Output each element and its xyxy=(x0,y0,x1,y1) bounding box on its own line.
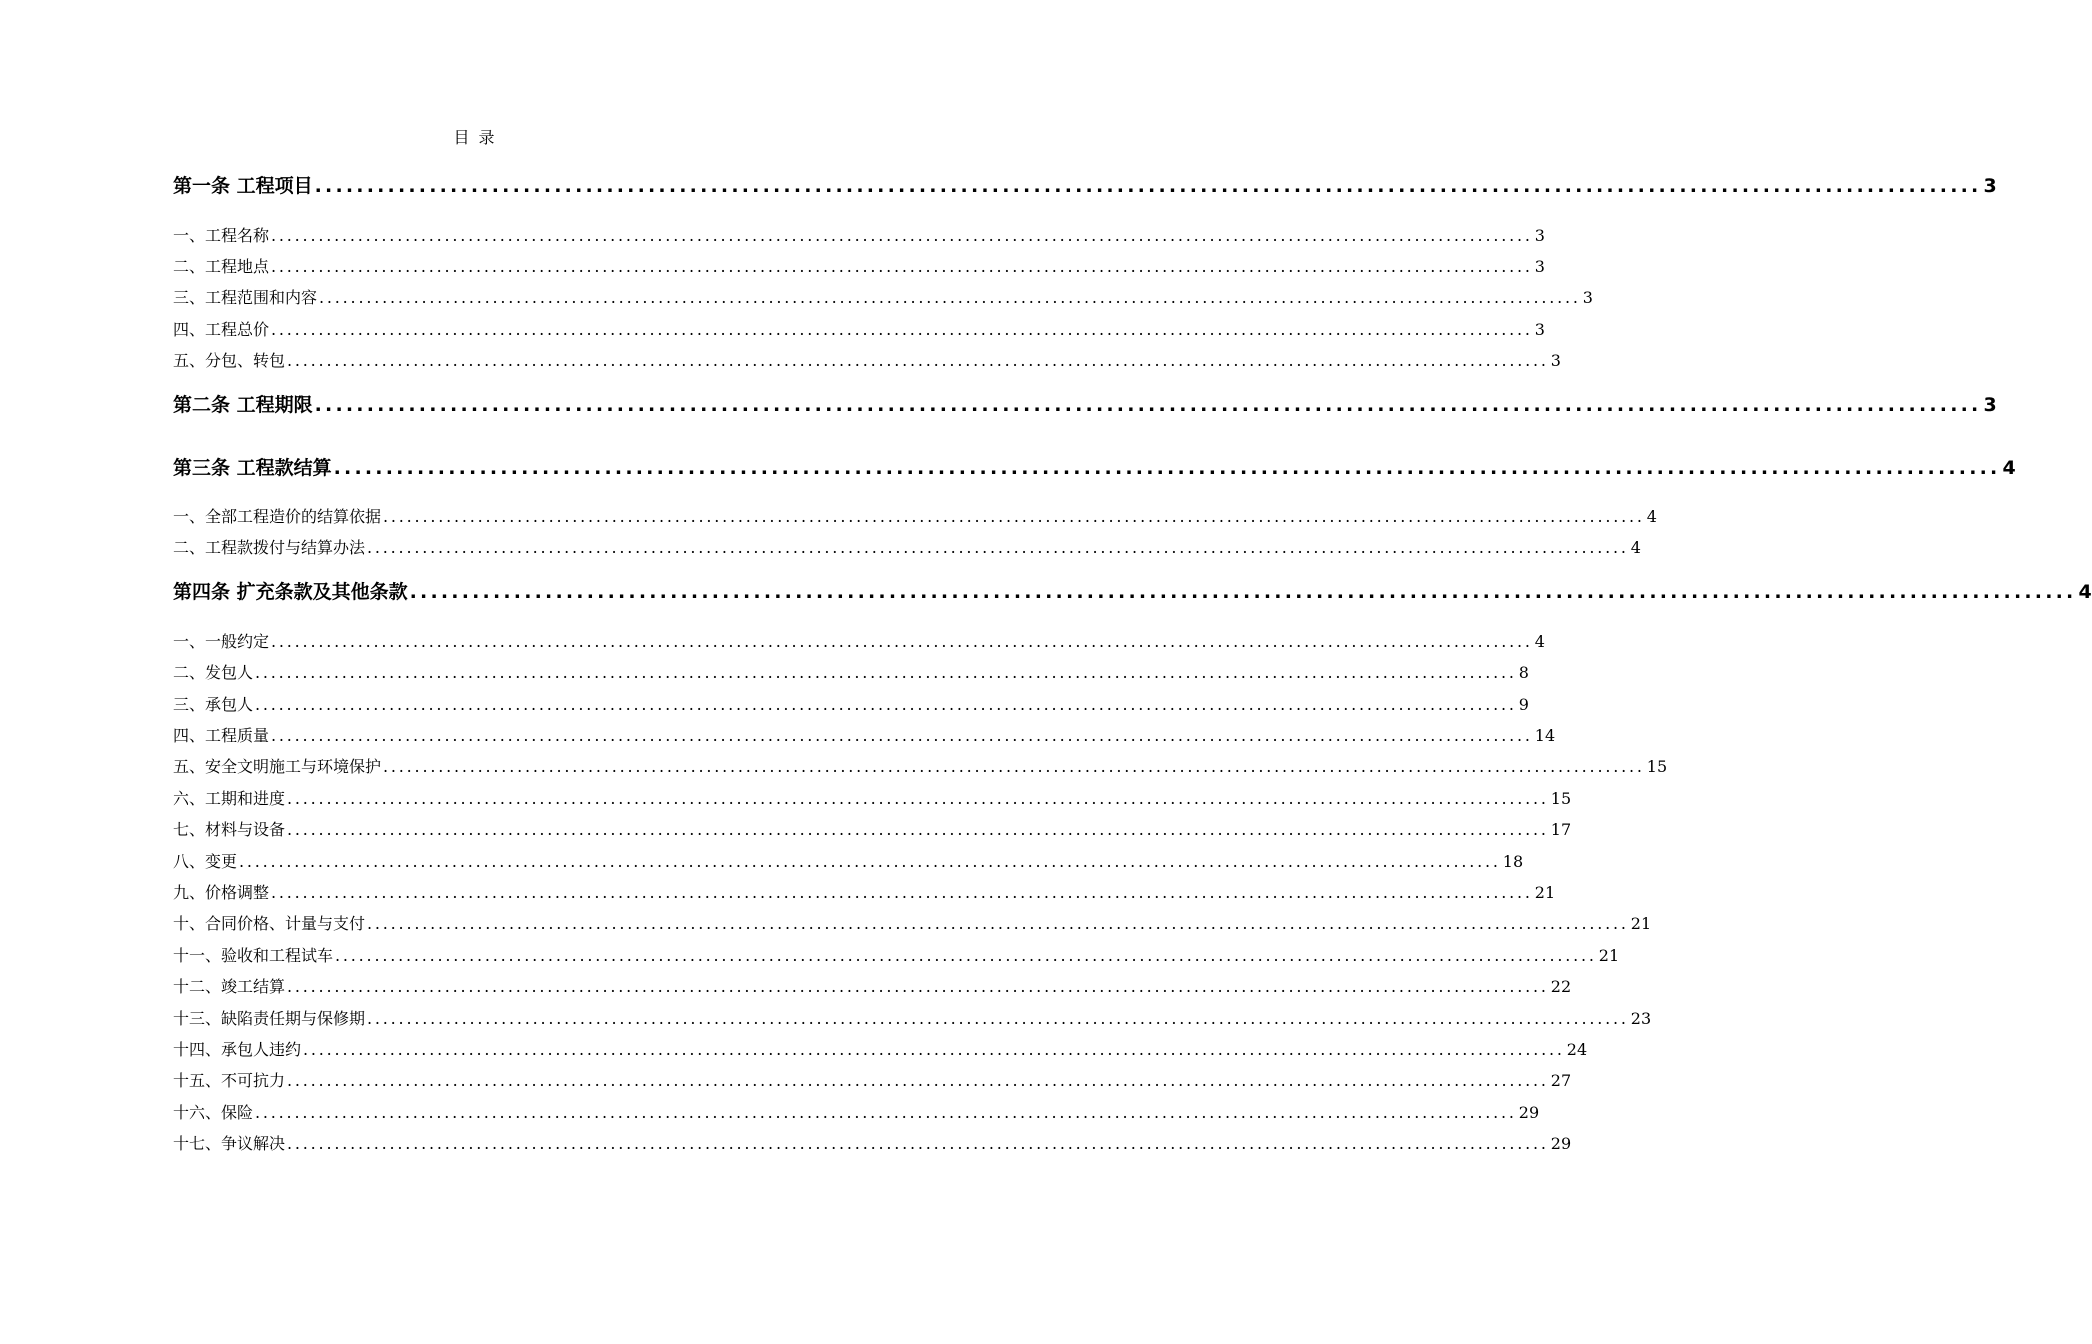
toc-entry-page: 27 xyxy=(1550,1071,1572,1090)
toc-entry[interactable] xyxy=(173,505,1657,529)
toc-entry-page: 18 xyxy=(1502,852,1524,871)
toc-entry[interactable] xyxy=(173,286,1593,310)
toc-entry-label: 一、全部工程造价的结算依据 xyxy=(173,507,382,526)
toc-entry-page: 29 xyxy=(1518,1103,1540,1122)
toc-dot-leader: ................................................................................................................................................................ xyxy=(333,457,2001,479)
toc-entry-label: 第三条 工程款结算 xyxy=(173,457,332,479)
toc-dot-leader: ................................................................................................................................................................ xyxy=(287,977,1549,996)
toc-dot-leader: ................................................................................................................................................................ xyxy=(287,789,1549,808)
toc-entry-page: 14 xyxy=(1534,726,1556,745)
toc-dot-leader: ................................................................................................................................................................ xyxy=(335,946,1597,965)
toc-entry-page: 3 xyxy=(1534,320,1545,339)
toc-entry[interactable] xyxy=(173,755,1668,779)
toc-entry-label: 十一、验收和工程试车 xyxy=(173,946,334,965)
toc-dot-leader: ................................................................................................................................................................ xyxy=(271,257,1533,276)
toc-dot-leader: ................................................................................................................................................................ xyxy=(303,1040,1565,1059)
toc-entry-page: 15 xyxy=(1550,789,1572,808)
toc-entry-label: 第二条 工程期限 xyxy=(173,394,313,416)
toc-entry-page: 3 xyxy=(1534,226,1545,245)
toc-entry-label: 一、工程名称 xyxy=(173,226,270,245)
toc-entry[interactable] xyxy=(173,390,1997,420)
toc-entry-label: 十五、不可抗力 xyxy=(173,1071,286,1090)
toc-dot-leader: ................................................................................................................................................................ xyxy=(367,538,1629,557)
toc-entry-page: 9 xyxy=(1518,695,1529,714)
toc-entry-label: 第一条 工程项目 xyxy=(173,175,313,197)
toc-entry-label: 二、工程地点 xyxy=(173,257,270,276)
toc-entry-page: 4 xyxy=(2002,457,2016,479)
toc-dot-leader: ................................................................................................................................................................ xyxy=(409,581,2077,603)
toc-entry-page: 23 xyxy=(1630,1009,1652,1028)
toc-entry-page: 21 xyxy=(1534,883,1556,902)
toc-entry[interactable] xyxy=(173,224,1545,248)
toc-entry[interactable] xyxy=(173,318,1545,342)
toc-entry-label: 十四、承包人违约 xyxy=(173,1040,302,1059)
toc-dot-leader: ................................................................................................................................................................ xyxy=(255,695,1517,714)
toc-entry-page: 15 xyxy=(1646,757,1668,776)
toc-entry-label: 七、材料与设备 xyxy=(173,820,286,839)
toc-dot-leader: ................................................................................................................................................................ xyxy=(314,394,1982,416)
toc-entry-page: 24 xyxy=(1566,1040,1588,1059)
toc-entry-page: 29 xyxy=(1550,1134,1572,1153)
toc-entry-page: 3 xyxy=(1983,175,1997,197)
toc-dot-leader: ................................................................................................................................................................ xyxy=(271,226,1533,245)
toc-entry[interactable] xyxy=(173,1101,1540,1125)
toc-dot-leader: ................................................................................................................................................................ xyxy=(367,914,1629,933)
toc-entry[interactable] xyxy=(173,818,1572,842)
toc-dot-leader: ................................................................................................................................................................ xyxy=(319,288,1581,307)
toc-entry-label: 十七、争议解决 xyxy=(173,1134,286,1153)
toc-entry-page: 4 xyxy=(1534,632,1545,651)
toc-dot-leader: ................................................................................................................................................................ xyxy=(271,320,1533,339)
toc-entry[interactable] xyxy=(173,850,1524,874)
toc-dot-leader: ................................................................................................................................................................ xyxy=(271,726,1533,745)
toc-entry-label: 四、工程质量 xyxy=(173,726,270,745)
toc-entry[interactable] xyxy=(173,453,2016,483)
toc-entry-page: 4 xyxy=(1646,507,1657,526)
toc-entry[interactable] xyxy=(173,1007,1652,1031)
toc-dot-leader: ................................................................................................................................................................ xyxy=(255,1103,1517,1122)
toc-entry-label: 十、合同价格、计量与支付 xyxy=(173,914,366,933)
toc-entry-page: 3 xyxy=(1550,351,1561,370)
toc-entry-page: 8 xyxy=(1518,663,1529,682)
toc-title: 目 录 xyxy=(453,128,497,147)
toc-entry[interactable] xyxy=(173,1132,1572,1156)
toc-entry-page: 22 xyxy=(1550,977,1572,996)
toc-dot-leader: ................................................................................................................................................................ xyxy=(314,175,1982,197)
toc-entry-page: 3 xyxy=(1534,257,1545,276)
toc-dot-leader: ................................................................................................................................................................ xyxy=(287,1134,1549,1153)
toc-entry-label: 十三、缺陷责任期与保修期 xyxy=(173,1009,366,1028)
toc-entry-label: 一、一般约定 xyxy=(173,632,270,651)
toc-entry[interactable] xyxy=(173,577,2092,607)
toc-entry[interactable] xyxy=(173,975,1572,999)
toc-entry[interactable] xyxy=(173,349,1561,373)
toc-entry[interactable] xyxy=(173,1069,1572,1093)
toc-entry-page: 3 xyxy=(1582,288,1593,307)
toc-entry-label: 五、安全文明施工与环境保护 xyxy=(173,757,382,776)
toc-dot-leader: ................................................................................................................................................................ xyxy=(287,351,1549,370)
toc-entry-label: 二、工程款拨付与结算办法 xyxy=(173,538,366,557)
toc-entry[interactable] xyxy=(173,693,1529,717)
toc-entry[interactable] xyxy=(173,630,1545,654)
toc-entry-label: 三、承包人 xyxy=(173,695,254,714)
toc-entry[interactable] xyxy=(173,724,1556,748)
toc-entry-label: 第四条 扩充条款及其他条款 xyxy=(173,581,408,603)
toc-entry[interactable] xyxy=(173,787,1572,811)
toc-entry-page: 17 xyxy=(1550,820,1572,839)
toc-dot-leader: ................................................................................................................................................................ xyxy=(255,663,1517,682)
toc-entry-page: 4 xyxy=(1630,538,1641,557)
toc-entry[interactable] xyxy=(173,255,1545,279)
toc-entry-label: 三、工程范围和内容 xyxy=(173,288,318,307)
toc-entry[interactable] xyxy=(173,1038,1588,1062)
toc-entry-label: 十二、竣工结算 xyxy=(173,977,286,996)
toc-dot-leader: ................................................................................................................................................................ xyxy=(287,820,1549,839)
toc-entry-label: 九、价格调整 xyxy=(173,883,270,902)
toc-entry-label: 二、发包人 xyxy=(173,663,254,682)
toc-dot-leader: ................................................................................................................................................................ xyxy=(367,1009,1629,1028)
toc-entry-label: 十六、保险 xyxy=(173,1103,254,1122)
toc-entry[interactable] xyxy=(173,536,1641,560)
toc-dot-leader: ................................................................................................................................................................ xyxy=(383,757,1645,776)
toc-dot-leader: ................................................................................................................................................................ xyxy=(271,632,1533,651)
toc-dot-leader: ................................................................................................................................................................ xyxy=(383,507,1645,526)
toc-entry-label: 四、工程总价 xyxy=(173,320,270,339)
toc-dot-leader: ................................................................................................................................................................ xyxy=(239,852,1501,871)
toc-entry[interactable] xyxy=(173,912,1652,936)
toc-entry-page: 4 xyxy=(2078,581,2092,603)
toc-entry-label: 八、变更 xyxy=(173,852,238,871)
toc-entry-label: 五、分包、转包 xyxy=(173,351,286,370)
toc-entry-page: 21 xyxy=(1630,914,1652,933)
toc-dot-leader: ................................................................................................................................................................ xyxy=(271,883,1533,902)
toc-entry[interactable] xyxy=(173,171,1997,201)
toc-entry[interactable] xyxy=(173,944,1620,968)
toc-entry-page: 21 xyxy=(1598,946,1620,965)
toc-entry[interactable] xyxy=(173,661,1529,685)
toc-entry-label: 六、工期和进度 xyxy=(173,789,286,808)
toc-dot-leader: ................................................................................................................................................................ xyxy=(287,1071,1549,1090)
toc-entry[interactable] xyxy=(173,881,1556,905)
toc-entry-page: 3 xyxy=(1983,394,1997,416)
